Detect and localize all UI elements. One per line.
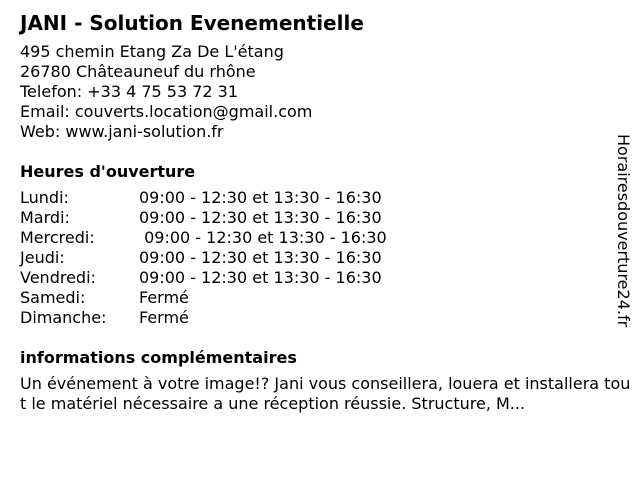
- hours-row-sunday: [20, 308, 630, 328]
- info-description: Un événement à votre image!? Jani vous conseillera, louera et installera tout le matériel nécessaire a une réception réussie. Structure, M...: [20, 374, 631, 413]
- day-time: 09:00 - 12:30 et 13:30 - 16:30: [139, 188, 382, 207]
- day-time: 09:00 - 12:30 et 13:30 - 16:30: [139, 208, 382, 227]
- day-time: 09:00 - 12:30 et 13:30 - 16:30: [139, 248, 382, 267]
- hours-table: [20, 188, 630, 328]
- hours-heading: Heures d'ouverture: [20, 162, 196, 181]
- day-label: Dimanche:: [20, 308, 107, 327]
- business-card: [20, 10, 630, 414]
- day-label: Lundi:: [20, 188, 69, 207]
- day-time: Fermé: [139, 308, 189, 327]
- hours-row-monday: [20, 188, 630, 208]
- web-text: Web: www.jani-solution.fr: [20, 122, 224, 141]
- day-label: Mercredi:: [20, 228, 95, 247]
- day-label: Mardi:: [20, 208, 70, 227]
- hours-row-saturday: [20, 288, 630, 308]
- hours-row-tuesday: [20, 208, 630, 228]
- phone-text: Telefon: +33 4 75 53 72 31: [20, 82, 239, 101]
- address-line-city: 26780 Châteauneuf du rhône: [20, 62, 256, 81]
- day-label: Samedi:: [20, 288, 86, 307]
- address-line-street: 495 chemin Etang Za De L'étang: [20, 42, 284, 61]
- business-name: JANI - Solution Evenementielle: [20, 11, 364, 35]
- hours-row-wednesday: [20, 228, 630, 248]
- hours-row-friday: [20, 268, 630, 288]
- site-watermark: Horairesdouverture24.fr: [614, 134, 633, 328]
- day-time: 09:00 - 12:30 et 13:30 - 16:30: [139, 228, 387, 247]
- email-text: Email: couverts.location@gmail.com: [20, 102, 313, 121]
- day-label: Jeudi:: [20, 248, 65, 267]
- day-label: Vendredi:: [20, 268, 96, 287]
- info-heading: informations complémentaires: [20, 348, 297, 367]
- contact-block: [20, 42, 630, 142]
- day-time: Fermé: [139, 288, 189, 307]
- hours-row-thursday: [20, 248, 630, 268]
- day-time: 09:00 - 12:30 et 13:30 - 16:30: [139, 268, 382, 287]
